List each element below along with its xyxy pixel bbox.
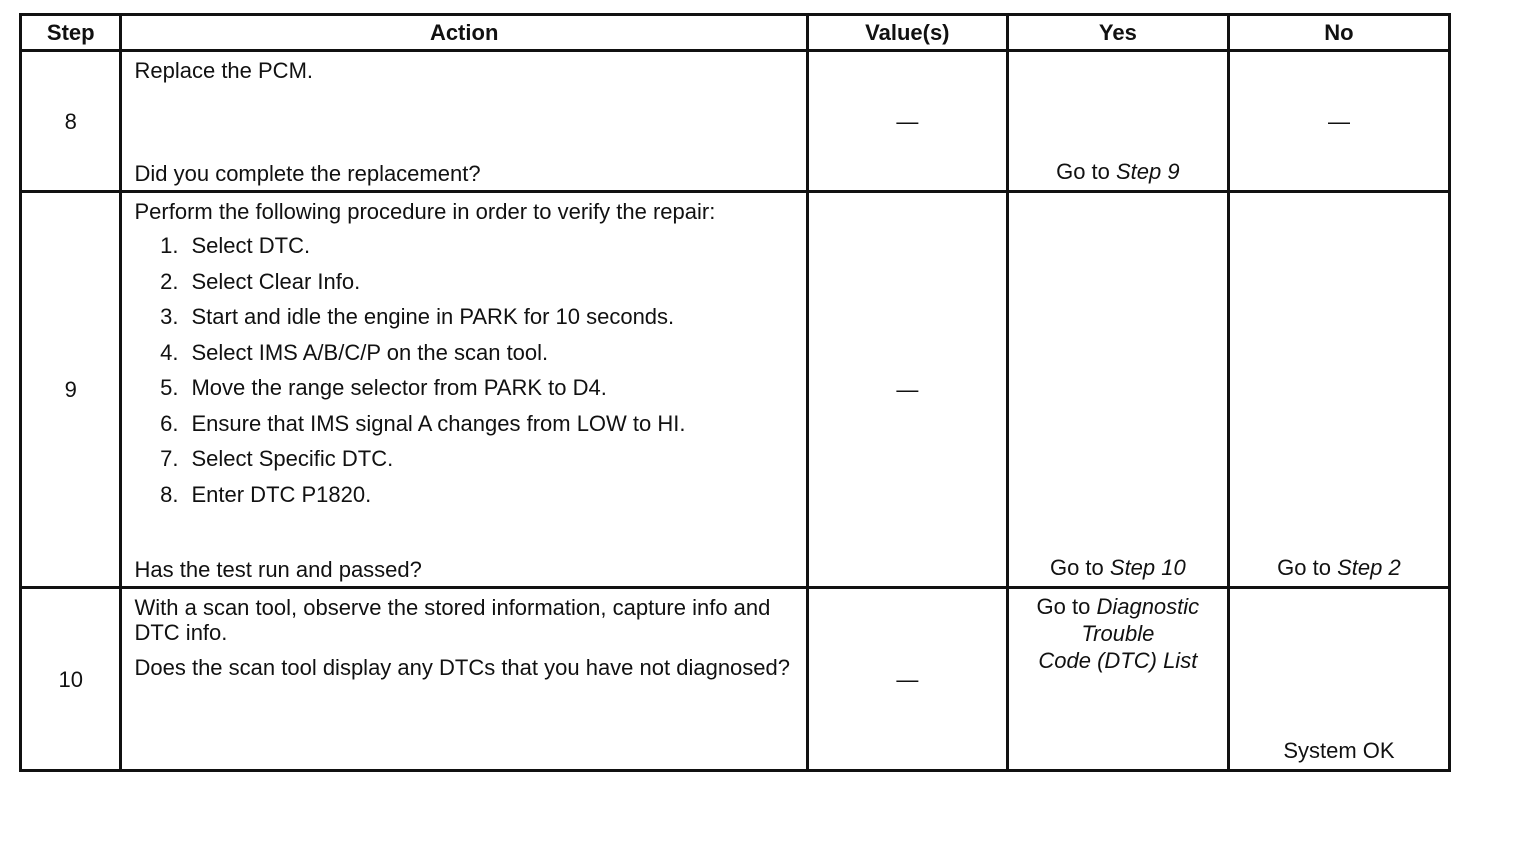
value-dash: — bbox=[896, 108, 919, 134]
header-no: No bbox=[1228, 15, 1449, 51]
header-step: Step bbox=[21, 15, 121, 51]
no-result: System OK bbox=[1283, 738, 1395, 763]
no-goto[interactable] bbox=[1230, 555, 1448, 580]
no-cell bbox=[1228, 192, 1449, 588]
yes-goto[interactable] bbox=[1009, 589, 1227, 674]
step-link[interactable]: Step 10 bbox=[1109, 555, 1186, 580]
list-item: 4. Select IMS A/B/C/P on the scan tool. bbox=[160, 339, 549, 365]
action-intro: Perform the following procedure in order to verify the repair: bbox=[134, 199, 716, 224]
header-action: Action bbox=[121, 15, 807, 51]
step-link[interactable]: Step 2 bbox=[1337, 555, 1401, 580]
action-question: Did you complete the replacement? bbox=[134, 161, 481, 186]
table-row bbox=[21, 588, 1450, 771]
action-cell bbox=[121, 51, 807, 192]
value-cell bbox=[807, 51, 1007, 192]
header-row bbox=[21, 15, 1450, 51]
dtc-list-link[interactable]: Code (DTC) List bbox=[1038, 648, 1198, 673]
list-item: 5. Move the range selector from PARK to D4. bbox=[160, 375, 607, 401]
dtc-list-link[interactable]: Diagnostic bbox=[1096, 594, 1200, 619]
list-item: 6. Ensure that IMS signal A changes from LOW to HI. bbox=[160, 410, 686, 436]
action-cell bbox=[121, 588, 807, 771]
yes-cell bbox=[1007, 192, 1228, 588]
value-dash: — bbox=[896, 666, 919, 692]
step-number: 9 bbox=[21, 192, 121, 588]
goto-prefix: Go to bbox=[1049, 555, 1110, 580]
list-item: 7. Select Specific DTC. bbox=[160, 446, 394, 472]
list-item: 2. Select Clear Info. bbox=[160, 268, 361, 294]
table-row bbox=[21, 51, 1450, 192]
no-cell bbox=[1228, 51, 1449, 192]
yes-cell bbox=[1007, 51, 1228, 192]
table-row bbox=[21, 192, 1450, 588]
action-text: Replace the PCM. bbox=[134, 58, 314, 83]
step-number: 8 bbox=[21, 51, 121, 192]
action-cell bbox=[121, 192, 807, 588]
value-cell bbox=[807, 192, 1007, 588]
dtc-list-link[interactable]: Trouble bbox=[1081, 621, 1155, 646]
header-yes: Yes bbox=[1007, 15, 1228, 51]
value-dash: — bbox=[896, 377, 919, 402]
diagnostic-table bbox=[19, 13, 1451, 772]
no-dash: — bbox=[1327, 108, 1350, 134]
goto-prefix: Go to bbox=[1056, 159, 1116, 184]
no-cell bbox=[1228, 588, 1449, 771]
action-question: Has the test run and passed? bbox=[134, 557, 422, 582]
goto-prefix: Go to bbox=[1036, 594, 1097, 619]
list-item: 1. Select DTC. bbox=[160, 233, 311, 259]
yes-cell bbox=[1007, 588, 1228, 771]
goto-prefix: Go to bbox=[1277, 555, 1338, 580]
step-number: 10 bbox=[21, 588, 121, 771]
action-question: Does the scan tool display any DTCs that you have not diagnosed? bbox=[134, 655, 790, 680]
procedure-list bbox=[134, 228, 793, 512]
header-values: Value(s) bbox=[807, 15, 1007, 51]
list-item: 8. Enter DTC P1820. bbox=[160, 481, 372, 507]
value-cell bbox=[807, 588, 1007, 771]
yes-goto[interactable] bbox=[1009, 555, 1227, 580]
action-text: With a scan tool, observe the stored information, capture info and DTC info. bbox=[134, 595, 771, 645]
list-item: 3. Start and idle the engine in PARK for 10 seconds. bbox=[160, 304, 675, 330]
step-link[interactable]: Step 9 bbox=[1116, 159, 1180, 184]
yes-goto[interactable] bbox=[1009, 159, 1227, 184]
